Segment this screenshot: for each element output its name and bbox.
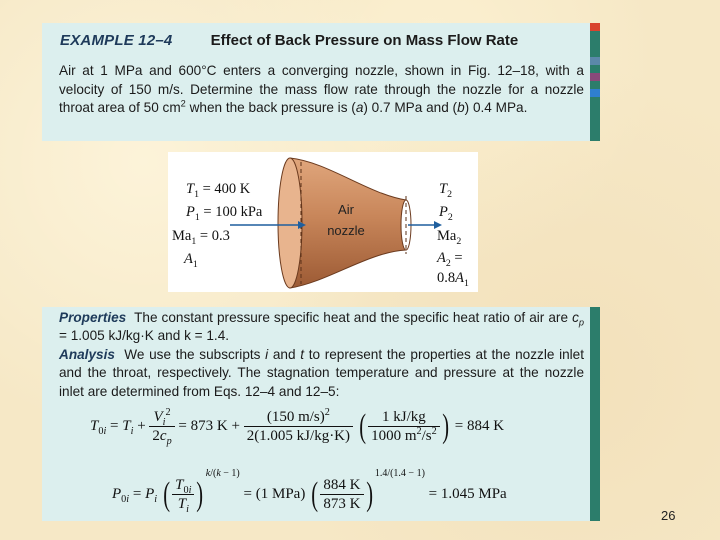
problem-statement: Air at 1 MPa and 600°C enters a converging nozzle, shown in Fig. 12–18, with a velocity of 150 m/s. Determine the mass flow rate through the nozzle for a nozzle throat area of 50 $cm^2$ when the back pressure is (a) 0.7 MPa and (b) 0.4 MPa.: [59, 63, 584, 116]
outlet-area: $A_2$ =: [437, 250, 463, 269]
example-number: EXAMPLE 12–4: [60, 32, 173, 49]
example-heading: [60, 32, 518, 49]
nozzle-diagram: [168, 152, 478, 292]
color-square-purple: [590, 73, 600, 81]
solution-text: Properties The constant pressure specific heat and the specific heat ratio of air are $c_p = 1.005$ kJ/kg·K and k = 1.4. Analysis We use the subscripts i and t to represent the properties at the nozzle inlet and the throat, respectively. The stagnation temperature and pressure at the nozzle inlet are determined from Eqs. 12–4 and 12–5:: [59, 310, 585, 399]
properties-label: Properties: [59, 310, 127, 325]
outlet-mach: $Ma_2$: [437, 228, 462, 247]
outlet-pressure: $P_2$: [439, 204, 453, 223]
color-square-green: [590, 41, 600, 49]
analysis-label: Analysis: [59, 346, 115, 362]
example-title: Effect of Back Pressure on Mass Flow Rate: [210, 32, 519, 49]
inlet-pressure: $P_1 = 100$ kPa: [186, 204, 263, 223]
nozzle-label-air: Air: [338, 202, 354, 217]
color-square-red: [590, 23, 600, 31]
outlet-temperature: $T_2$: [439, 181, 452, 200]
color-square-steel: [590, 57, 600, 65]
outlet-area-value: $0.8A_1$: [437, 270, 469, 289]
solution-panel-stripe: [590, 307, 600, 521]
color-square-blue: [590, 89, 600, 97]
equation-stagnation-pressure: $P_{0i} = P_i$ ( $\frac{T_{0i}}{T_i}$ )$^{k/(k - 1)}$ = (1 MPa) ( $\frac{884 K}{873 K}$ )$^{1.4/(1.4 - 1)}$ = 1.045 MPa: [112, 468, 507, 516]
nozzle-figure: [168, 152, 478, 292]
equation-stagnation-temperature: $T_{0i} = T_i$ + $\frac{V_i^2}{2c_p}$ = 873 K + $\frac{(150 m/s)^2}{2(1.005 kJ/kg\cdot K)}$ ( $\frac{1 kJ/kg}{1000 m^2/s^2}$ ) = 884 K: [90, 407, 505, 447]
inlet-mach: $Ma_1 = 0.3$: [172, 228, 230, 247]
inlet-temperature: $T_1 = 400$ K: [186, 181, 251, 200]
page-number: 26: [661, 508, 676, 523]
inlet-area: $A_1$: [184, 251, 198, 270]
nozzle-label-nozzle: nozzle: [327, 223, 365, 238]
